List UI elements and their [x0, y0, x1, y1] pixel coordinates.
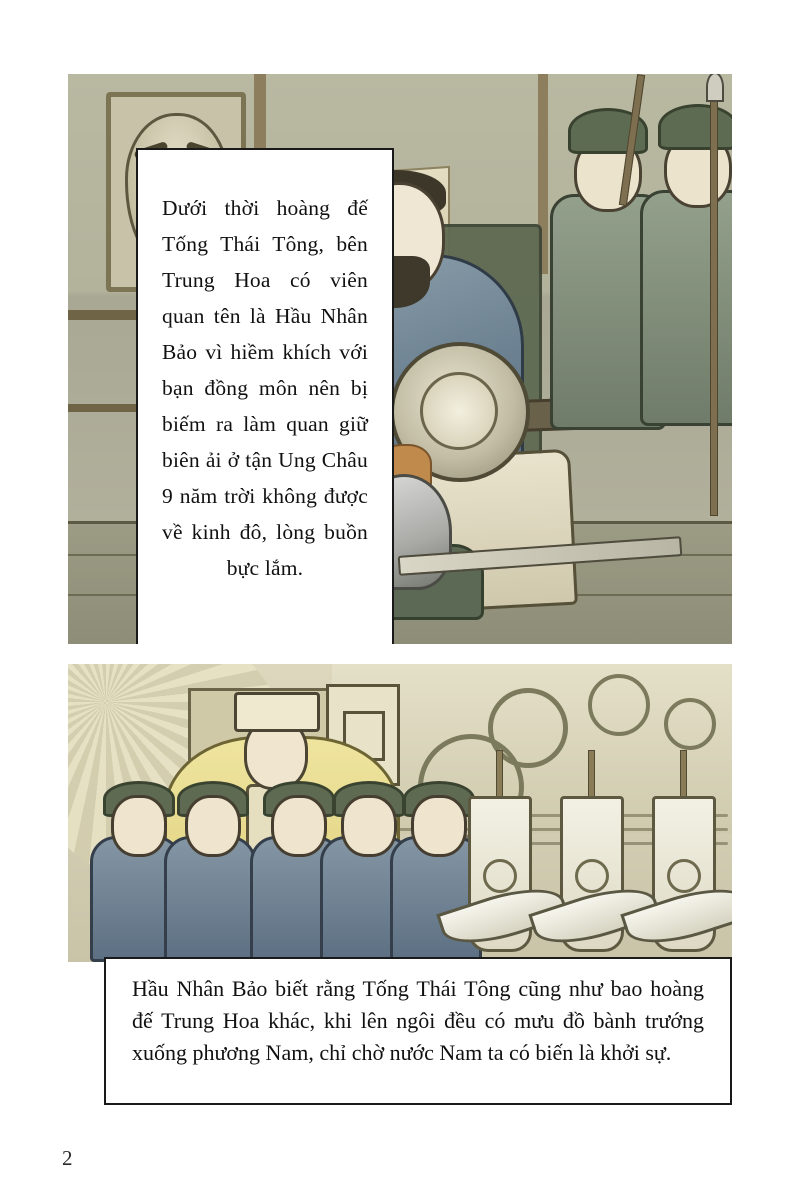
page-number: 2 — [62, 1146, 73, 1170]
panel-bottom-artwork — [68, 664, 732, 962]
officer-1-head — [111, 795, 167, 857]
spear-tip — [706, 74, 724, 102]
caption-text-bottom: Hầu Nhân Bảo biết rằng Tống Thái Tông cũng như bao hoàng đế Trung Hoa khác, khi lên ngôi đều có mưu đồ bành trướng xuống phương Nam, chỉ chờ nước Nam ta có biến là khởi sự. — [132, 976, 704, 1065]
officer-5-head — [411, 795, 467, 857]
soldier-right-helmet — [658, 104, 732, 150]
panel-top-illustration — [68, 74, 732, 644]
emperor-crown — [234, 692, 320, 732]
officer-3-head — [271, 795, 327, 857]
caption-box-bottom — [104, 957, 732, 1105]
officer-2-head — [185, 795, 241, 857]
caption-box-top — [136, 148, 394, 644]
officer-4-head — [341, 795, 397, 857]
flag-2-emblem — [575, 859, 609, 893]
flag-3-emblem — [667, 859, 701, 893]
flag-1-emblem — [483, 859, 517, 893]
cloud-swirl-3 — [664, 698, 716, 750]
panel-bottom-illustration — [68, 664, 732, 962]
caption-text-top: Dưới thời hoàng đế Tống Thái Tông, bên Trung Hoa có viên quan tên là Hầu Nhân Bảo vì hiềm khích với bạn đồng môn nên bị biếm ra làm quan giữ biên ải ở tận Ung Châu 9 năm trời không được về kinh đô, lòng buồn bực lắm. — [162, 196, 368, 580]
spear-shaft — [710, 94, 718, 516]
soldier-right-body — [640, 190, 732, 426]
officer-2 — [164, 836, 256, 962]
cloud-swirl-2 — [588, 674, 650, 736]
